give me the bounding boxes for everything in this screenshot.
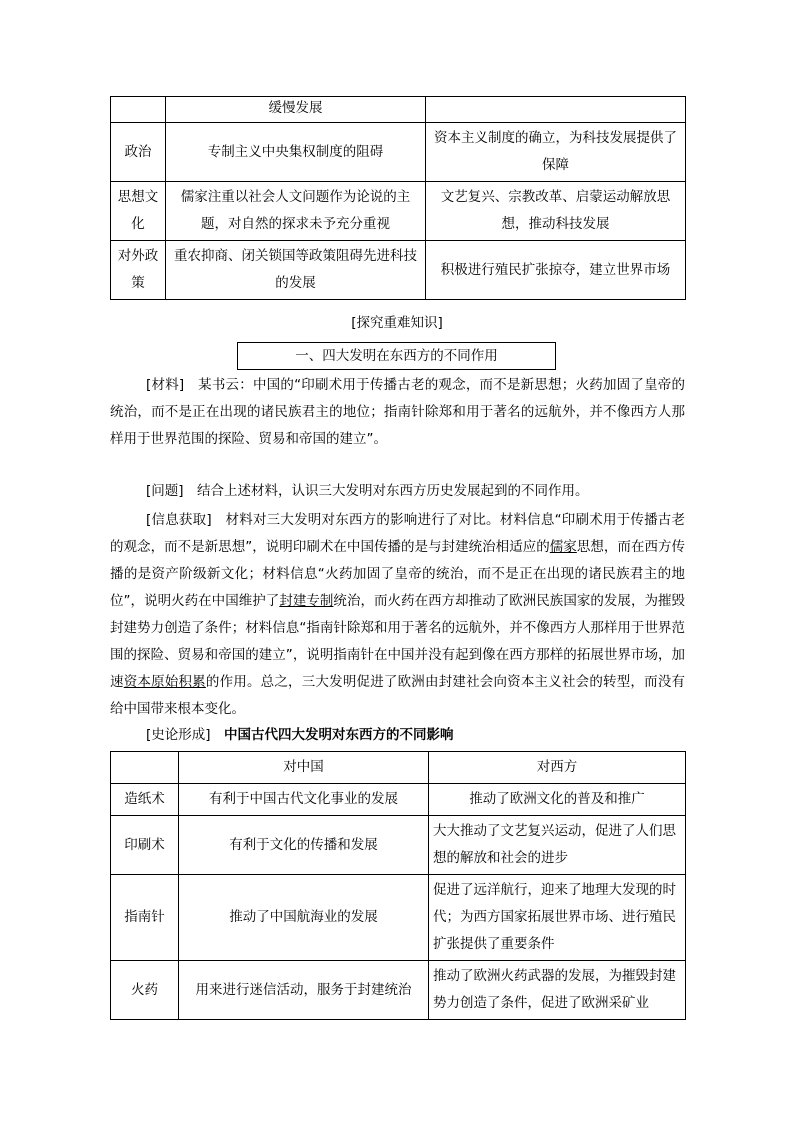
row-label (111, 97, 166, 123)
invention-name: 印刷术 (111, 816, 179, 875)
material-paragraph (110, 372, 685, 453)
table-row (111, 875, 686, 961)
row-label: 思想文化 (111, 182, 166, 241)
row-label: 对外政策 (111, 241, 166, 300)
question-tag: [问题] (146, 483, 184, 499)
west-cell: 促进了远洋航行，迎来了地理大发现的时代；为西方国家拓展世界市场、进行殖民扩张提供了重要条件 (429, 875, 686, 961)
table-row (111, 123, 686, 182)
table-row (111, 182, 686, 241)
invention-name: 指南针 (111, 875, 179, 961)
table-row (111, 784, 686, 816)
question-paragraph (110, 478, 685, 505)
china-cell: 重农抑商、闭关锁国等政策阻碍先进科技的发展 (166, 241, 426, 300)
column-header: 对中国 (179, 752, 429, 784)
table-row (111, 961, 686, 1020)
west-cell: 推动了欧洲文化的普及和推广 (429, 784, 686, 816)
table-row (111, 97, 686, 123)
china-cell: 推动了中国航海业的发展 (179, 875, 429, 961)
west-cell: 资本主义制度的确立，为科技发展提供了保障 (426, 123, 686, 182)
china-cell: 缓慢发展 (166, 97, 426, 123)
info-tag: [信息获取] (146, 512, 212, 528)
west-cell: 积极进行殖民扩张掠夺，建立世界市场 (426, 241, 686, 300)
info-text: 的作用。总之，三大发明促进了欧洲由封建社会向资本主义社会的转型，而没有给中国带来根本变化。 (110, 674, 686, 717)
section-label: [探究重难知识] (351, 315, 443, 331)
underlined-term: 儒家 (549, 539, 577, 555)
china-cell: 有利于文化的传播和发展 (179, 816, 429, 875)
west-cell (426, 97, 686, 123)
comparison-table-top (110, 96, 686, 300)
material-text: 某书云：中国的“印刷术用于传播古老的观念，而不是新思想；火药加固了皇帝的统治，而不是正在出现的诸民族君主的地位；指南针除郑和用于著名的远航外，并不像西方人那样用于世界范围的探险、贸易和帝国的建立”。 (110, 377, 685, 447)
column-header (111, 752, 179, 784)
summary-title: 中国古代四大发明对东西方的不同影响 (224, 727, 454, 743)
table-row (111, 241, 686, 300)
underlined-term: 资本原始积累 (123, 674, 206, 690)
info-text: 统治，而火药在西方却推动了欧洲民族国家的发展，为摧毁封建势力创造了条件；材料信息“指南针除郑和用于著名的远航外，并不像西方人那样用于世界范围的探险、贸易和帝国的建立”，说明指南针在中国并没有起到像在西方那样的拓展世界市场，加速 (110, 593, 686, 690)
table-header-row (111, 752, 686, 784)
china-cell: 儒家注重以社会人文问题作为论说的主题，对自然的探求未予充分重视 (166, 182, 426, 241)
china-cell: 用来进行迷信活动，服务于封建统治 (179, 961, 429, 1020)
info-text: 思想，而在西方传播的是资产阶级新文化；材料信息“火药加固了皇帝的统治，而不是正在出现的诸民族君主的地位”，说明火药在中国维护了 (110, 539, 686, 609)
underlined-term: 封建专制 (279, 593, 334, 609)
table-row (111, 816, 686, 875)
west-cell: 文艺复兴、宗教改革、启蒙运动解放思想，推动科技发展 (426, 182, 686, 241)
west-cell: 大大推动了文艺复兴运动，促进了人们思想的解放和社会的进步 (429, 816, 686, 875)
material-tag: [材料] (146, 377, 185, 393)
question-text: 结合上述材料，认识三大发明对东西方历史发展起到的不同作用。 (197, 483, 589, 499)
invention-name: 造纸术 (111, 784, 179, 816)
row-label: 政治 (111, 123, 166, 182)
summary-heading (110, 722, 685, 749)
invention-name: 火药 (111, 961, 179, 1020)
west-cell: 推动了欧洲火药武器的发展，为摧毁封建势力创造了条件，促进了欧洲采矿业 (429, 961, 686, 1020)
info-text: 材料对三大发明对东西方的影响进行了对比。材料信息“印刷术用于传播古老的观念，而不是新思想”，说明印刷术在中国传播的是与封建统治相适应的 (110, 512, 685, 555)
column-header: 对西方 (429, 752, 686, 784)
summary-tag: [史论形成] (146, 727, 211, 743)
section-title: 一、四大发明在东西方的不同作用 (237, 342, 556, 370)
china-cell: 专制主义中央集权制度的阻碍 (166, 123, 426, 182)
info-paragraph (110, 507, 685, 723)
china-cell: 有利于中国古代文化事业的发展 (179, 784, 429, 816)
inventions-table (110, 751, 686, 1020)
